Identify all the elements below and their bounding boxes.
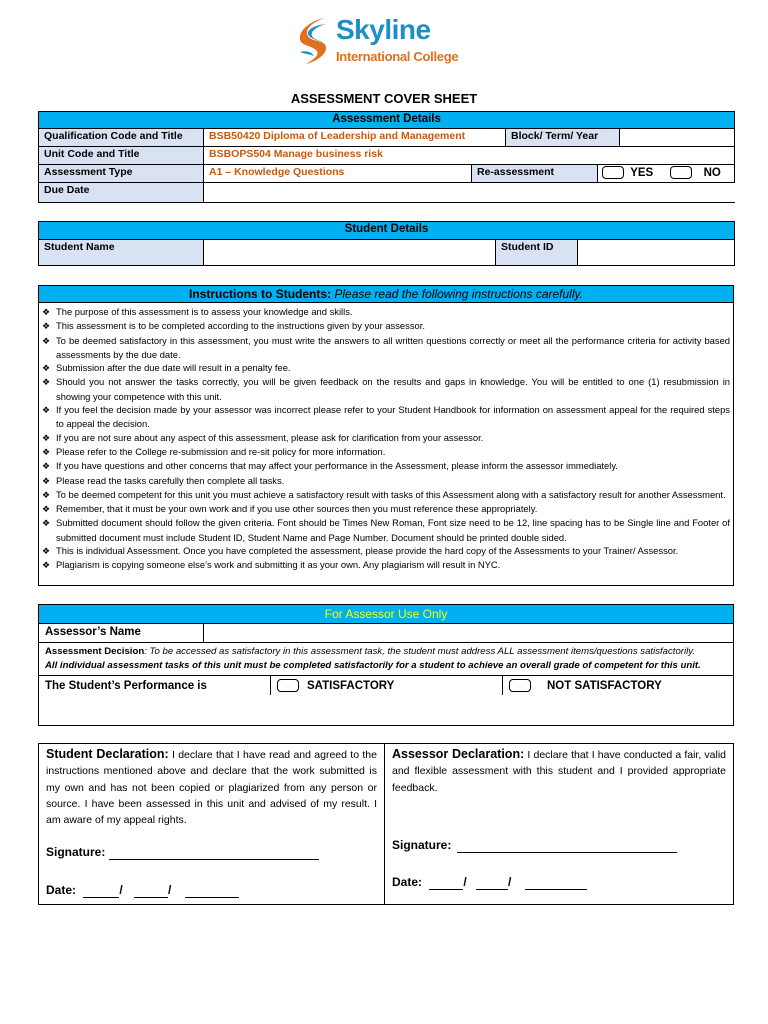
assessor-name-label: Assessor’s Name: [39, 624, 204, 642]
instruction-item: ❖ If you have questions and other concerns that may affect your performance in the Assessment, please inform the assessor immediately.: [42, 459, 730, 473]
instruction-item: ❖ Please read the tasks carefully then complete all tasks.: [42, 474, 730, 488]
assessment-type-value: A1 – Knowledge Questions: [204, 165, 472, 183]
performance-label: The Student’s Performance is: [39, 676, 271, 695]
assessor-date-year[interactable]: [525, 878, 587, 890]
no-checkbox[interactable]: [670, 166, 692, 179]
student-signature-line[interactable]: [109, 846, 319, 860]
satisfactory-label: SATISFACTORY: [307, 679, 395, 692]
due-date-label: Due Date: [39, 183, 204, 203]
assessment-type-label: Assessment Type: [39, 165, 204, 183]
instruction-item: ❖ Plagiarism is copying someone else’s work and submitting it as your own. Any plagiarism will result in NYC.: [42, 558, 730, 572]
satisfactory-checkbox[interactable]: [277, 679, 299, 692]
assessor-date-slash-2: /: [508, 875, 512, 889]
instruction-item: ❖ To be deemed satisfactory in this assessment, you must write the answers to all written questions correctly or meet all the performance criteria for activity based assessments by the due date.: [42, 334, 730, 362]
student-id-label: Student ID: [496, 240, 578, 266]
instruction-item: ❖ Please refer to the College re-submission and re-sit policy for more information.: [42, 445, 730, 459]
student-declaration-heading: Student Declaration:: [46, 747, 169, 761]
student-date-year[interactable]: [185, 886, 239, 898]
instruction-item: ❖ The purpose of this assessment is to assess your knowledge and skills.: [42, 305, 730, 319]
unit-label: Unit Code and Title: [39, 147, 204, 165]
student-declaration-text: I declare that I have read and agreed to the instructions mentioned above and declare that the work submitted is my own and has not been copied or plagiarized from any person or source. I have been assessed in this unit and advised of my result. I am aware of my appeal rights.: [46, 749, 377, 827]
student-name-field[interactable]: [204, 240, 496, 266]
assessor-date-slash-1: /: [463, 875, 467, 889]
no-label: NO: [703, 166, 721, 179]
college-logo: [296, 14, 476, 70]
block-term-year-field[interactable]: [620, 129, 735, 147]
instruction-item: ❖ Should you not answer the tasks correctly, you will be given feedback on the results and gaps in knowledge. You will be entitled to one (1) resubmission in showing your competence with this unit.: [42, 375, 730, 403]
assessment-decision-text: : To be accessed as satisfactory in this assessment task, the student must address ALL assessment items/questions satisfactorily.: [144, 646, 696, 657]
instructions-list: [39, 303, 733, 573]
instruction-item: ❖ If you are not sure about any aspect of this assessment, please ask for clarification from your assessor.: [42, 431, 730, 445]
student-signature-label: Signature:: [46, 845, 106, 859]
satisfactory-option[interactable]: [271, 676, 503, 695]
not-satisfactory-label: NOT SATISFACTORY: [547, 679, 662, 692]
block-term-year-label: Block/ Term/ Year: [506, 129, 620, 147]
assessment-details-table: [38, 111, 735, 203]
assessor-signature: [392, 837, 677, 853]
page-title: ASSESSMENT COVER SHEET: [290, 91, 478, 106]
assessment-decision: [39, 643, 733, 676]
logo-name: Skyline: [336, 14, 431, 45]
instruction-item: ❖ Submitted document should follow the given criteria. Font should be Times New Roman, Font size need to be 12, line spacing has to be Single line and Footer of submitted document must include Student ID, Student Name and Page Number. Document should be printed double sided.: [42, 516, 730, 544]
assessment-decision-rule: All individual assessment tasks of this unit must be completed satisfactorily for a student to achieve an overall grade of competent for this unit.: [45, 660, 701, 671]
assessor-signature-line[interactable]: [457, 841, 677, 853]
unit-value: BSBOPS504 Manage business risk: [204, 147, 735, 165]
assessor-signature-label: Signature:: [392, 838, 452, 852]
assessor-declaration-text: I declare that I have conducted a fair, valid and flexible assessment with this student and I provided appropriate feedback.: [392, 749, 726, 794]
assessment-details-header: Assessment Details: [39, 112, 735, 129]
student-details-table: [38, 221, 735, 266]
reassessment-label: [472, 165, 598, 183]
assessor-declaration-heading: Assessor Declaration:: [392, 747, 525, 761]
instructions-box: [38, 285, 734, 586]
student-signature: [46, 844, 319, 860]
instruction-item: ❖ This assessment is to be completed according to the instructions given by your assessor.: [42, 319, 730, 333]
assessor-date-label: Date:: [392, 875, 423, 889]
student-date-slash-1: /: [119, 883, 123, 897]
instruction-item: ❖ To be deemed competent for this unit you must achieve a satisfactory result with tasks of this Assessment along with a satisfactory result for another Assessment.: [42, 488, 730, 502]
instructions-header: [39, 286, 733, 303]
student-name-label: Student Name: [39, 240, 204, 266]
instructions-header-title: Instructions to Students:: [189, 287, 332, 301]
declarations-box: [38, 743, 734, 905]
student-date-day[interactable]: [83, 886, 119, 898]
instruction-item: ❖ Remember, that it must be your own work and if you use other sources then you must reference these appropriately.: [42, 502, 730, 516]
reassessment-options: [598, 165, 735, 183]
not-satisfactory-option[interactable]: [503, 676, 733, 695]
student-date-month[interactable]: [134, 886, 168, 898]
skyline-swirl-icon: [296, 16, 334, 66]
assessor-date-day[interactable]: [429, 878, 463, 890]
due-date-field[interactable]: [204, 183, 735, 203]
performance-row: [39, 676, 733, 695]
student-date-label: Date:: [46, 883, 77, 897]
assessor-date: [392, 874, 587, 890]
instruction-item: ❖ This is individual Assessment. Once you have completed the assessment, please provide the hard copy of the Assessments to your Trainer/ Assessor.: [42, 544, 730, 558]
instruction-item: ❖ If you feel the decision made by your assessor was incorrect please refer to your Student Handbook for information on assessment appeal for the required steps to appeal the decision.: [42, 403, 730, 431]
instruction-item: ❖ Submission after the due date will result in a penalty fee.: [42, 361, 730, 375]
qualification-label: Qualification Code and Title: [39, 129, 204, 147]
student-date-slash-2: /: [168, 883, 172, 897]
student-id-field[interactable]: [578, 240, 735, 266]
yes-label: YES: [630, 166, 654, 179]
not-satisfactory-checkbox[interactable]: [509, 679, 531, 692]
assessment-decision-label: Assessment Decision: [45, 646, 145, 657]
assessor-declaration: [385, 744, 733, 904]
assessor-use-box: [38, 604, 734, 726]
assessor-name-field[interactable]: [204, 624, 733, 642]
qualification-value: BSB50420 Diploma of Leadership and Management: [204, 129, 506, 147]
assessor-name-row: [39, 624, 733, 643]
yes-checkbox[interactable]: [602, 166, 624, 179]
assessor-date-month[interactable]: [476, 878, 508, 890]
assessor-use-header: For Assessor Use Only: [39, 605, 733, 624]
reassessment-label-text: Re-assessment: [477, 166, 555, 178]
student-details-header: Student Details: [39, 222, 735, 240]
logo-subtitle: International College: [336, 49, 459, 64]
instructions-header-note: Please read the following instructions carefully.: [331, 287, 583, 301]
student-date: [46, 882, 239, 898]
student-declaration: [39, 744, 385, 904]
